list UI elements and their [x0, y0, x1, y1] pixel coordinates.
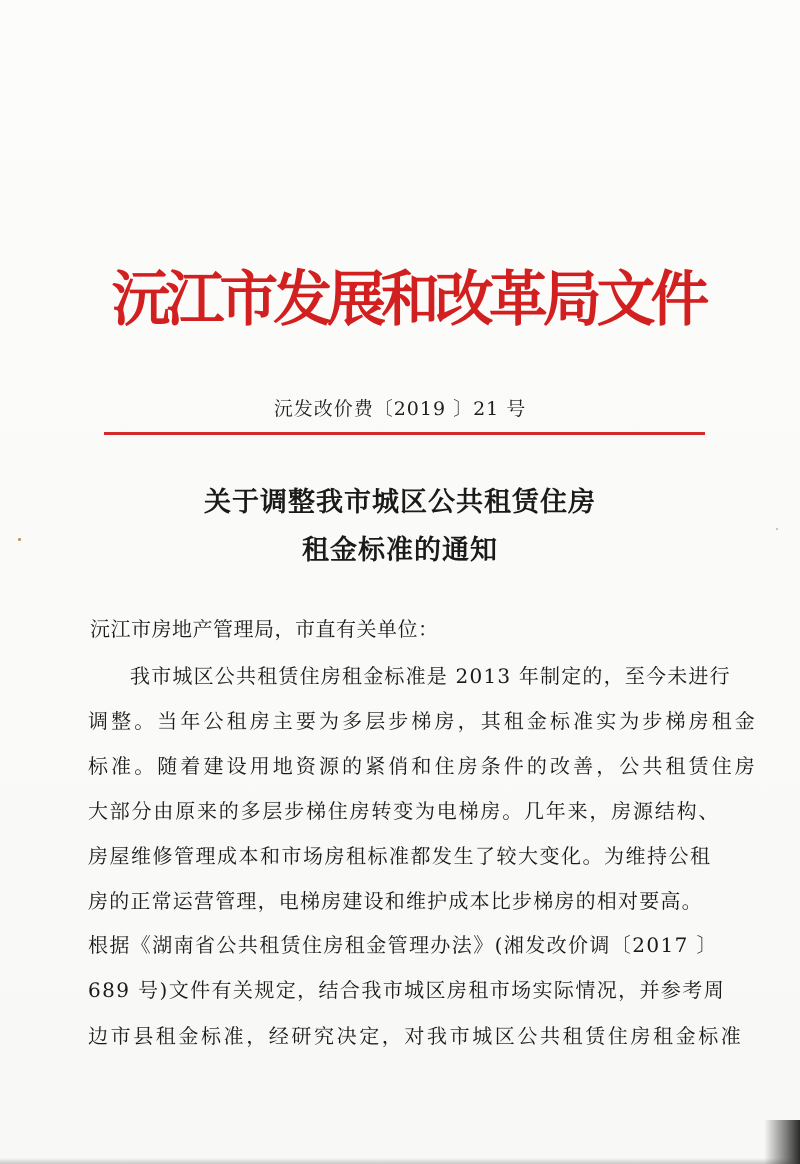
- notice-title-line-1: 关于调整我市城区公共租赁住房: [204, 487, 596, 518]
- body-text-line: 房的正常运营管理，电梯房建设和维护成本比步梯房的相对要高。: [88, 889, 703, 913]
- scan-bottom-edge: [0, 1158, 800, 1164]
- red-header-rule: [104, 432, 705, 435]
- body-text-line: 根据《湖南省公共租赁住房租金管理办法》(湘发改价调〔2017 〕: [88, 933, 718, 957]
- body-text-line: 房屋维修管理成本和市场房租标准都发生了较大变化。为维持公租: [88, 844, 712, 868]
- document-number: 沅发改价费〔2019 〕21 号: [273, 398, 527, 420]
- body-text-line: 标准。随着建设用地资源的紧俏和住房条件的改善，公共租赁住房: [88, 754, 758, 778]
- body-text-line: 我市城区公共租赁住房租金标准是 2013 年制定的，至今未进行: [130, 664, 731, 688]
- body-text-line: 调整。当年公租房主要为多层步梯房，其租金标准实为步梯房租金: [88, 709, 758, 733]
- body-text-line: 边市县租金标准，经研究决定，对我市城区公共租赁住房租金标准: [88, 1024, 744, 1048]
- paper-speck: [18, 538, 21, 541]
- recipients-line: 沅江市房地产管理局，市直有关单位：: [90, 617, 439, 641]
- body-text-line: 689 号)文件有关规定，结合我市城区房租市场实际情况，并参考周: [88, 978, 726, 1002]
- issuing-authority-title: 沅江市发展和改革局文件: [111, 265, 705, 335]
- body-text-line: 大部分由原来的多层步梯住房转变为电梯房。几年来，房源结构、: [88, 799, 721, 823]
- notice-title-line-2: 租金标准的通知: [302, 535, 498, 566]
- paper-speck: [776, 528, 778, 530]
